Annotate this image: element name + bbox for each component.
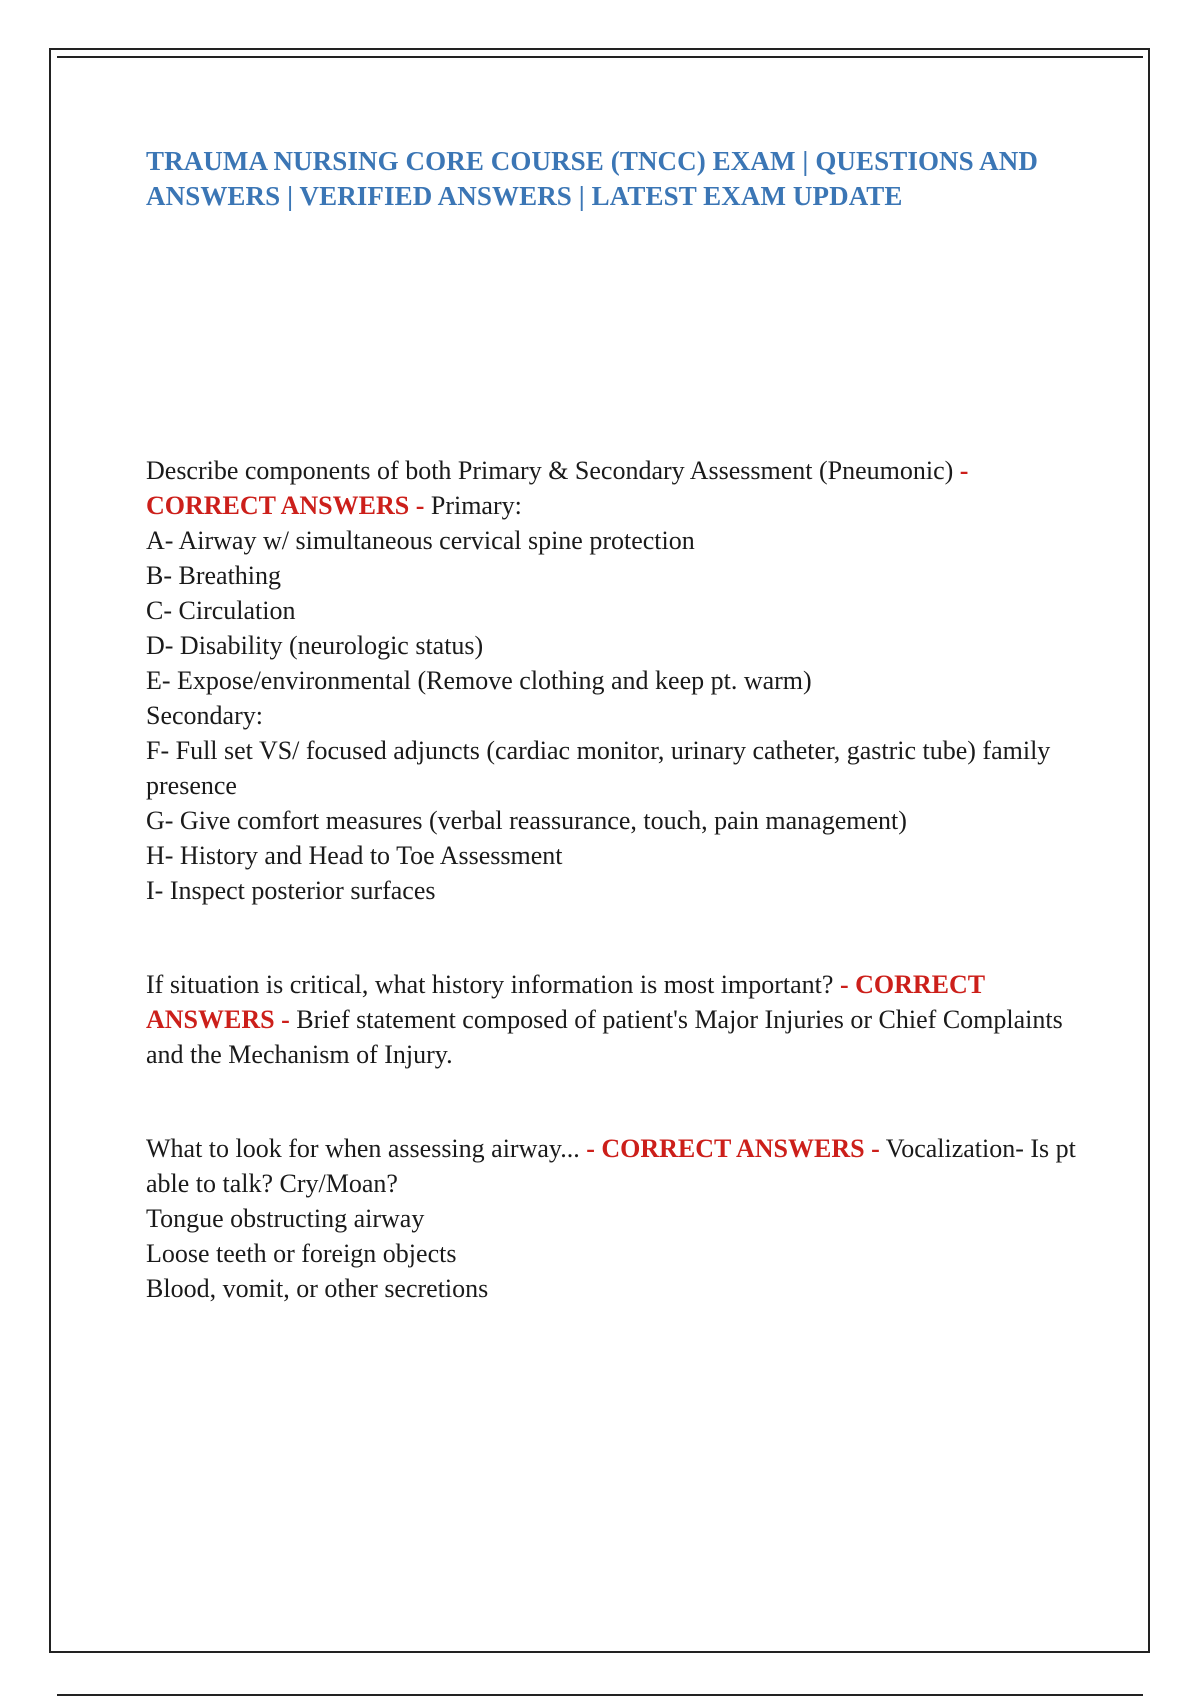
list-item: F- Full set VS/ focused adjuncts (cardiac monitor, urinary catheter, gastric tube) family presence (146, 736, 1051, 800)
qa-block-3 (146, 1131, 1076, 1306)
list-item: D- Disability (neurologic status) (146, 631, 484, 660)
answer-lead: Vocalization- Is pt able to talk? Cry/Moan? (146, 1134, 1076, 1198)
footer-rule (57, 1694, 1143, 1696)
list-item: Blood, vomit, or other secretions (146, 1274, 489, 1303)
correct-answers-marker: - CORRECT ANSWERS - (586, 1134, 880, 1163)
question-text: What to look for when assessing airway... (146, 1134, 580, 1163)
question-text: Describe components of both Primary & Secondary Assessment (Pneumonic) (146, 456, 954, 485)
list-item: Loose teeth or foreign objects (146, 1239, 457, 1268)
correct-answers-marker: - CORRECT ANSWERS - (146, 970, 985, 1034)
list-item: H- History and Head to Toe Assessment (146, 841, 563, 870)
qa-block-2 (146, 967, 1076, 1072)
question-text: If situation is critical, what history information is most important? (146, 970, 834, 999)
question-3 (146, 1131, 1076, 1201)
document-body (146, 144, 1076, 1306)
qa-block-1 (146, 453, 1076, 908)
answer-text: Brief statement composed of patient's Major Injuries or Chief Complaints and the Mechanism of Injury. (146, 1005, 1063, 1069)
list-item: Tongue obstructing airway (146, 1204, 425, 1233)
list-item: I- Inspect posterior surfaces (146, 876, 436, 905)
question-2 (146, 967, 1076, 1072)
document-title: TRAUMA NURSING CORE COURSE (TNCC) EXAM | QUESTIONS AND ANSWERS | VERIFIED ANSWERS | LATEST EXAM UPDATE (146, 146, 1038, 211)
list-item: G- Give comfort measures (verbal reassurance, touch, pain management) (146, 806, 907, 835)
list-item: B- Breathing (146, 561, 282, 590)
question-1 (146, 453, 1076, 523)
correct-answers-marker: - CORRECT ANSWERS - (146, 456, 969, 520)
answer-lead: Primary: (430, 491, 522, 520)
list-item: A- Airway w/ simultaneous cervical spine protection (146, 526, 695, 555)
header-rule (57, 56, 1143, 58)
list-item: C- Circulation (146, 596, 296, 625)
secondary-label: Secondary: (146, 701, 263, 730)
list-item: E- Expose/environmental (Remove clothing and keep pt. warm) (146, 666, 812, 695)
